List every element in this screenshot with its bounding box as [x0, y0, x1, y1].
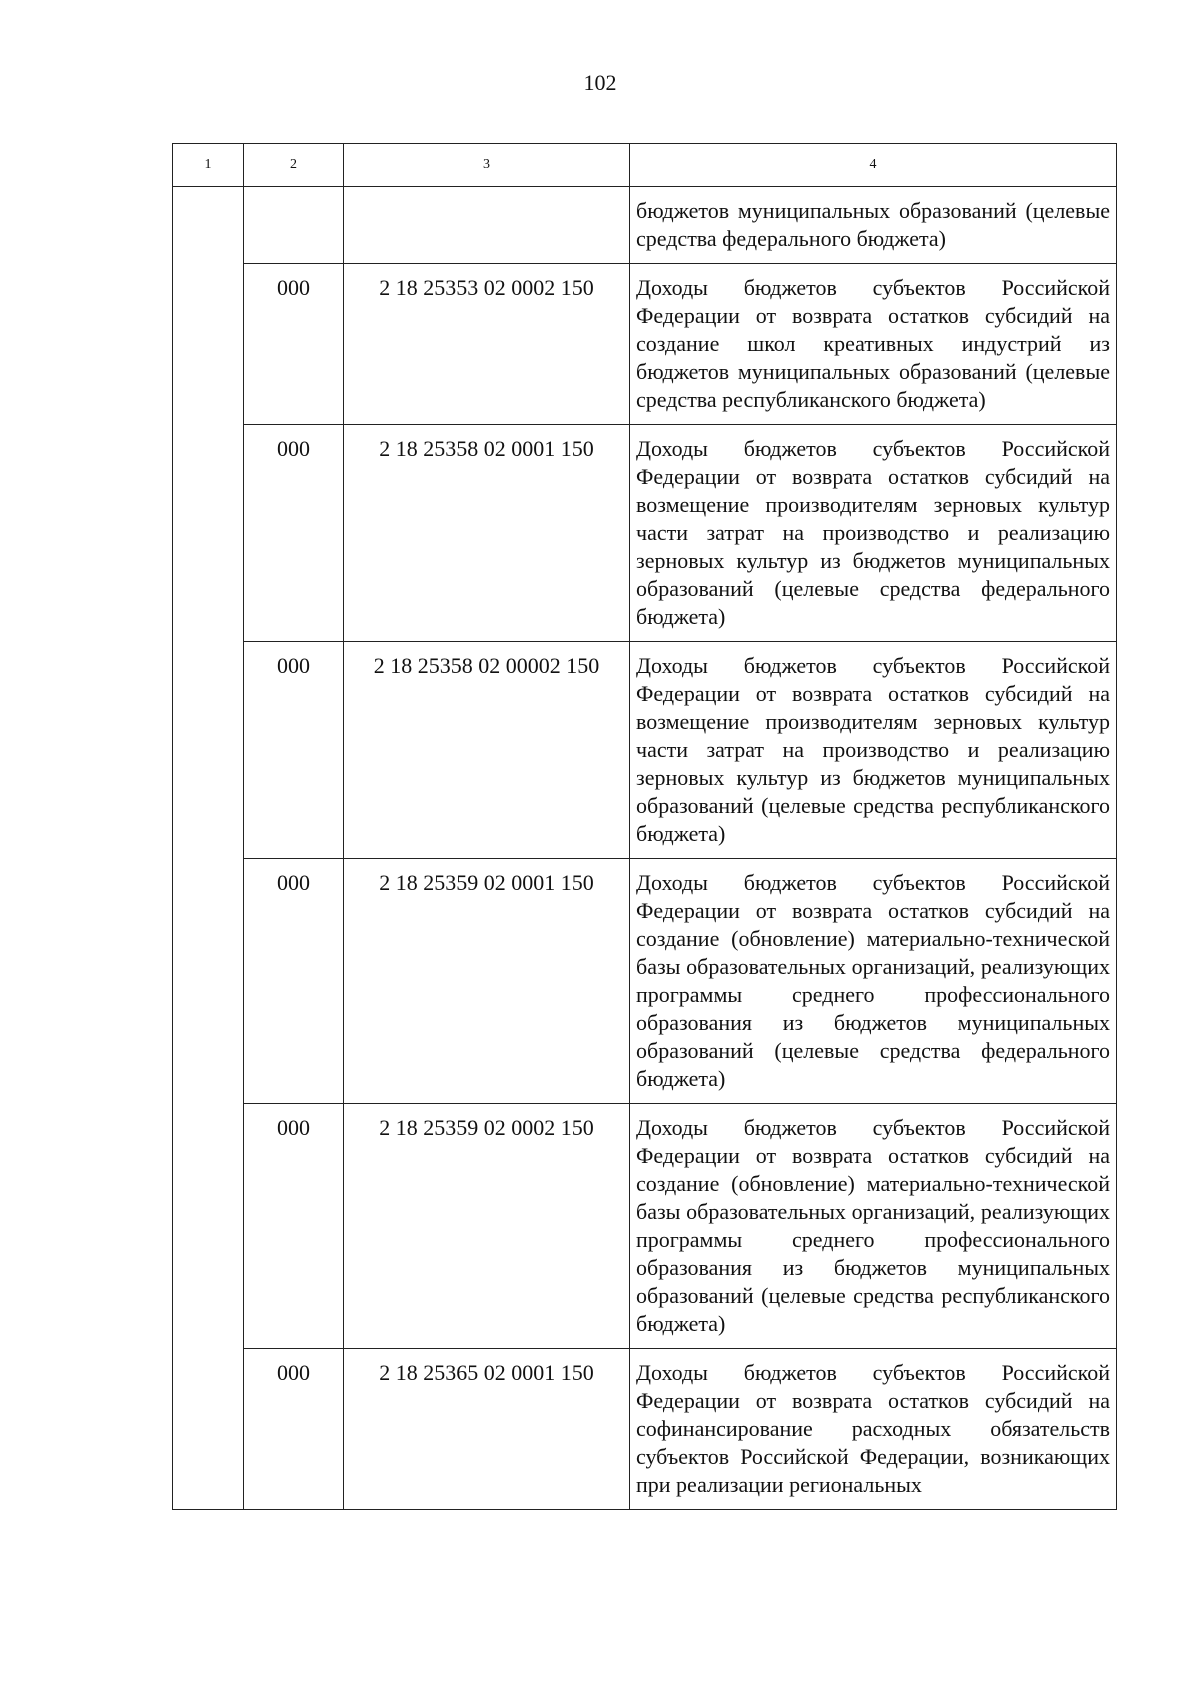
table-row — [173, 264, 1117, 425]
budget-code-cell: 2 18 25358 02 0001 150 — [344, 425, 630, 642]
column-header-1: 1 — [173, 144, 244, 187]
table-row — [173, 642, 1117, 859]
admin-code-cell: 000 — [244, 264, 344, 425]
table-row — [173, 1349, 1117, 1510]
column-header-2: 2 — [244, 144, 344, 187]
row-number-cell — [173, 859, 244, 1104]
description-cell: Доходы бюджетов субъектов Российской Федерации от возврата остатков субсидий на создание (обновление) материально-технической базы образовательных организаций, реализующих программы среднего профессионального образования из бюджетов муниципальных образований (целевые средства федерального бюджета) — [630, 859, 1117, 1104]
row-number-cell — [173, 1349, 244, 1510]
admin-code-cell: 000 — [244, 859, 344, 1104]
admin-code-cell — [244, 187, 344, 264]
table-row — [173, 187, 1117, 264]
admin-code-cell: 000 — [244, 425, 344, 642]
row-number-cell — [173, 642, 244, 859]
description-cell: Доходы бюджетов субъектов Российской Федерации от возврата остатков субсидий на создание (обновление) материально-технической базы образовательных организаций, реализующих программы среднего профессионального образования из бюджетов муниципальных образований (целевые средства республиканского бюджета) — [630, 1104, 1117, 1349]
table-header-row — [173, 144, 1117, 187]
row-number-cell — [173, 264, 244, 425]
admin-code-cell: 000 — [244, 642, 344, 859]
description-cell: Доходы бюджетов субъектов Российской Федерации от возврата остатков субсидий на возмещение производителям зерновых культур части затрат на производство и реализацию зерновых культур из бюджетов муниципальных образований (целевые средства федерального бюджета) — [630, 425, 1117, 642]
column-header-4: 4 — [630, 144, 1117, 187]
table-row — [173, 1104, 1117, 1349]
budget-codes-table — [172, 143, 1117, 1510]
page-number: 102 — [583, 70, 617, 95]
admin-code-cell: 000 — [244, 1349, 344, 1510]
budget-code-cell: 2 18 25358 02 00002 150 — [344, 642, 630, 859]
budget-code-cell: 2 18 25359 02 0002 150 — [344, 1104, 630, 1349]
budget-code-cell: 2 18 25359 02 0001 150 — [344, 859, 630, 1104]
row-number-cell — [173, 425, 244, 642]
description-cell: Доходы бюджетов субъектов Российской Федерации от возврата остатков субсидий на создание школ креативных индустрий из бюджетов муниципальных образований (целевые средства республиканского бюджета) — [630, 264, 1117, 425]
row-number-cell — [173, 1104, 244, 1349]
description-cell: Доходы бюджетов субъектов Российской Федерации от возврата остатков субсидий на возмещение производителям зерновых культур части затрат на производство и реализацию зерновых культур из бюджетов муниципальных образований (целевые средства республиканского бюджета) — [630, 642, 1117, 859]
row-number-cell — [173, 187, 244, 264]
budget-code-cell: 2 18 25353 02 0002 150 — [344, 264, 630, 425]
table-row — [173, 425, 1117, 642]
description-cell: Доходы бюджетов субъектов Российской Федерации от возврата остатков субсидий на софинансирование расходных обязательств субъектов Российской Федерации, возникающих при реализации региональных — [630, 1349, 1117, 1510]
admin-code-cell: 000 — [244, 1104, 344, 1349]
table-row — [173, 859, 1117, 1104]
budget-code-cell: 2 18 25365 02 0001 150 — [344, 1349, 630, 1510]
budget-code-cell — [344, 187, 630, 264]
column-header-3: 3 — [344, 144, 630, 187]
description-cell: бюджетов муниципальных образований (целевые средства федерального бюджета) — [630, 187, 1117, 264]
